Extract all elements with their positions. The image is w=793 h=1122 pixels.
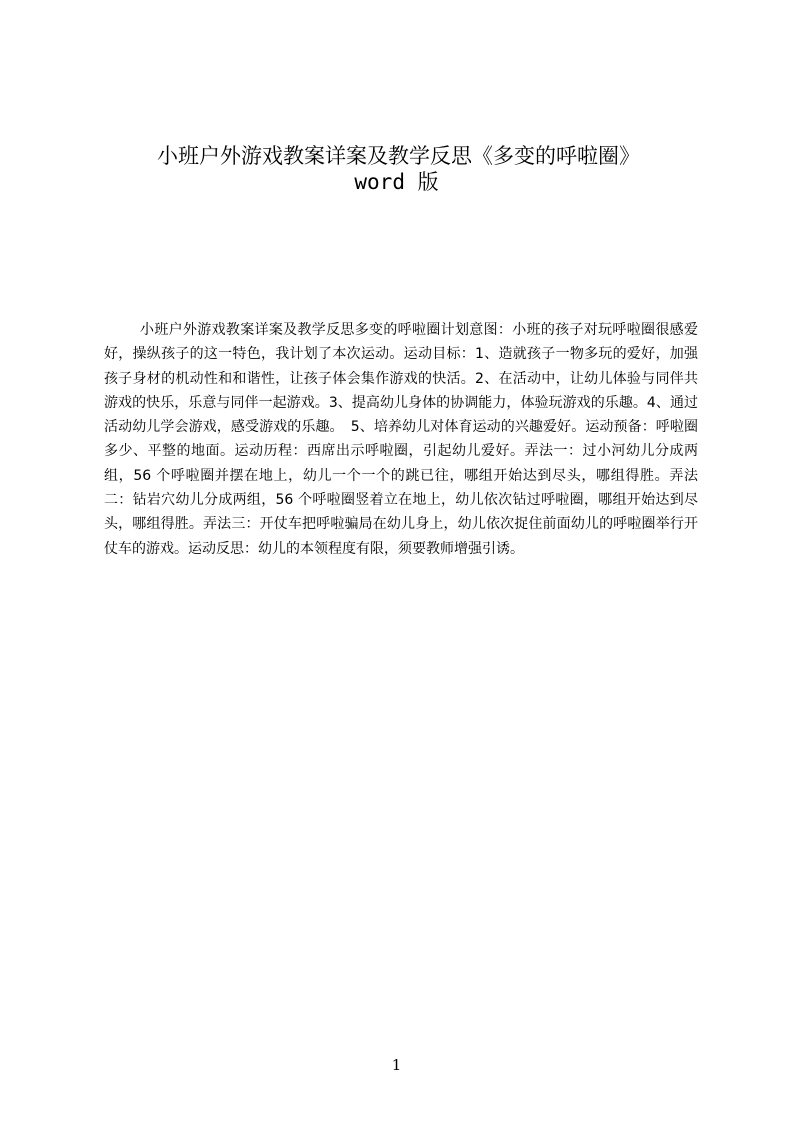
body-paragraph: 小班户外游戏教案详案及教学反思多变的呼啦圈计划意图：小班的孩子对玩呼啦圈很感爱好，操纵孩子的这一特色，我计划了本次运动。运动目标：1、造就孩子一物多玩的爱好，加强孩子身材的机动性和和谐性，让孩子体会集作游戏的快活。2、在活动中，让幼儿体验与同伴共游戏的快乐，乐意与同伴一起游戏。3、提高幼儿身体的协调能力，体验玩游戏的乐趣。4、通过活动幼儿学会游戏，感受游戏的乐趣。 5、培养幼儿对体育运动的兴趣爱好。运动预备：呼啦圈多少、平整的地面。运动历程：西席出示呼啦圈，引起幼儿爱好。弄法一：过小河幼儿分成两组，56 个呼啦圈并摆在地上，幼儿一个一个的跳已往，哪组开始达到尽头，哪组得胜。弄法二：钻岩穴幼儿分成两组，56 个呼啦圈竖着立在地上，幼儿依次钻过呼啦圈，哪组开始达到尽头，哪组得胜。弄法三：开仗车把呼啦骗局在幼儿身上，幼儿依次捉住前面幼儿的呼啦圈举行开仗车的游戏。运动反思：幼儿的本领程度有限，须要教师增强引诱。	[104, 322, 698, 557]
title-line-format: word 版	[354, 170, 439, 194]
document-title	[0, 142, 793, 194]
title-line-main: 小班户外游戏教案详案及教学反思《多变的呼啦圈》	[157, 144, 640, 168]
page-number: 1	[391, 1056, 402, 1074]
